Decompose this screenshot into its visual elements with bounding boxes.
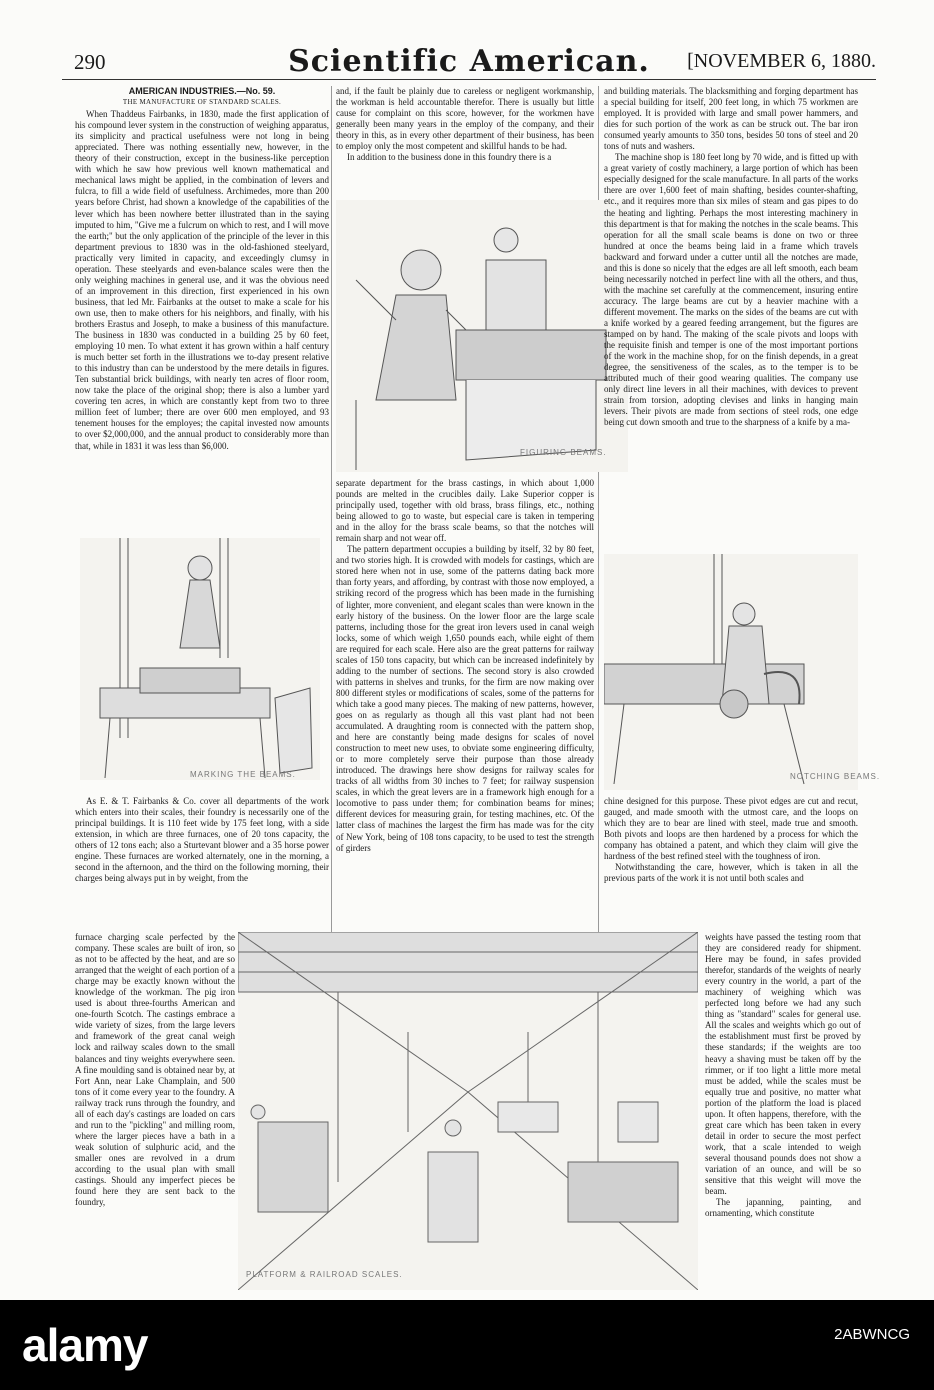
paragraph: When Thaddeus Fairbanks, in 1830, made the first application of his compound lever system in the construction of weighing apparatus, its simplicity and practical usefulness were not long in being appreciated. There was nothing essentially new, however, in the theory of their construction, except in the business-like perception with which he saw how previous well known mathematical and mechanical laws might be applied, in the combination of levers and fulcra, to fill a wide field of usefulness. Archimedes, more than 200 years before Christ, had shown a knowledge of the capabilities of the lever which has been nowhere better illustrated than in the saying imputed to him, "Give me a fulcrum on which to rest, and I will move the earth;" but the only application of the principle of the lever in this department previous to 1830 was in the old-fashioned steelyard, practically very limited in capacity, and exceedingly clumsy in operation. These steelyards and even-balance scales were then the only weighing machines in general use, and it was the obvious need of an improvement in this direction, first experienced in his own business, that led Mr. Fairbanks at the outset to make a scale for his own use, then to make others for his neighbors, and finally, with his brothers Erastus and Joseph, to make a business of this manufacture. The business in 1830 was conducted in a building 25 by 60 feet, employing 10 men. To what extent it has grown within a half century is much better set forth in the illustrations we to-day present relative to this industry than can be understood by the mere details in figures. Ten substantial brick buildings, with nearly ten acres of floor room, now take the place of the original shop; there is also a lumber yard covering ten acres, in which are constantly kept from two to three million feet of lumber; there are over 600 men employed, and 93 tenement houses for the employes; the capital invested now amounts to over $2,000,000, and the annual product to considerably more than that, while in 1831 it was less than $6,000.	[75, 109, 329, 451]
brand-logo: alamy	[22, 1319, 148, 1371]
column-2-top	[336, 86, 594, 198]
article-title: AMERICAN INDUSTRIES.—No. 59.	[128, 86, 276, 96]
column-1-bottom	[75, 932, 235, 1292]
notching-machine-illustration	[604, 554, 858, 790]
paragraph: and, if the fault be plainly due to careless or negligent workmanship, the workman is held accountable therefor. There is usually but little cause for complaint on this score, however, for the workmen have generally been many years in the employ of the company, and their theory in this, as in every other department of their business, has been to employ only the most competent and skillful hands to be had.	[336, 86, 594, 152]
paragraph: furnace charging scale perfected by the company. These scales are built of iron, so as not to be affected by the heat, and are so arranged that the weight of each portion of a charge may be exactly known without the knowledge of the workman. The pig iron used is about three-fourths American and one-fourth Scotch. The castings embrace a wide variety of sizes, from the large levers and framework of the great canal weigh lock and railway scales down to the small balances and tiny weights everywhere seen. A fine moulding sand is obtained near by, at Fort Ann, near Lake Champlain, and 500 tons of it come every year to the foundry. A railway track runs through the foundry, and all of each day's castings are loaded on cars and run to the "pickling" and milling room, where the larger pieces have a bath in a weak solution of sulphuric acid, and the smaller ones are revolved in a drum according to the usual plan with small castings. Should any imperfect pieces be found here they are sent back to the foundry,	[75, 932, 235, 1208]
marking-machine-illustration	[80, 538, 320, 780]
paragraph: separate department for the brass castings, in which about 1,000 pounds are melted in the crucibles daily. Lake Superior copper is principally used, together with old brass, brass filings, etc., nothing being allowed to go to waste, but especial care is taken in tempering and in the alloy for the brass scale beams, so that the notches will remain sharp and not wear off.	[336, 478, 594, 544]
paragraph: As E. & T. Fairbanks & Co. cover all departments of the work which enters into their scales, their foundry is necessarily one of the principal buildings. It is 110 feet wide by 175 feet long, with a side extension, in which are three furnaces, one of 20 tons capacity, the others of 12 tons each; also a Sturtevant blower and a 35 horse power engine. These furnaces are worked alternately, one in the morning, a second in the afternoon, and the third on the following morning, their charges being always put in by weight, from the	[75, 796, 329, 884]
engraving-figuring-beams	[336, 200, 628, 472]
article-subtitle: THE MANUFACTURE OF STANDARD SCALES.	[122, 98, 282, 107]
engraving-notching-beams	[604, 554, 858, 790]
engraving-platform-scales	[238, 932, 698, 1290]
masthead: Scientific American.	[288, 44, 650, 79]
header-rule	[62, 79, 876, 80]
engraving-marking-beams	[80, 538, 320, 780]
paragraph: weights have passed the testing room that they are considered ready for shipment. Here may be found, in safes provided therefor, standards of the weights of nearly every country in the world, a part of the machinery of weighing which was perfected long before we had any such thing as "standard" scales for general use. All the scales and weights which go out of the establishment must first be proved by these standards; if the weights are too heavy a shaving must be taken off by the rimmer, or if too light a little more metal must be added, while the scales must be equally true and positive, no matter what portion of the platform the load is placed upon. It often happens, therefore, with the great care which has been taken in every detail in order to secure the most perfect work, that a scale intended to weigh several thousand pounds does not show a variation of an ounce, and will be so sensitive that this weight will move the beam.	[705, 932, 861, 1197]
issue-date: [NOVEMBER 6, 1880.	[687, 50, 876, 72]
column-separator	[331, 86, 332, 932]
paragraph: The japanning, painting, and ornamenting, which constitute	[705, 1197, 861, 1219]
paragraph: In addition to the business done in this foundry there is a	[347, 152, 552, 163]
paragraph: The machine shop is 180 feet long by 70 wide, and is fitted up with a great variety of costly machinery, a large portion of which has been especially designed for the scale manufacture. In all parts of the works there are over 1,600 feet of main shafting, besides counter-shafting, etc., and it requires more than six miles of steam and gas pipes to do the heating and lighting. Perhaps the most interesting machinery in this department is that for making the notches in the scale beams. This operation for all the small scale beams is done on two or three hundred at once the beams being laid in a frame which travels backward and forward under a cutter until all the notches are made, and this is done so nicely that the edges are all left smooth, each beam being necessarily notched in perfect line with all the others, and thus, with the machine set carefully at the commencement, insuring entire accuracy. The large beams are cut by a heavier machine with a different movement. The marks on the sides of the beams are cut with a knife worked by a geared feeding arrangement, but the figures are stamped on by hand. The making of the scale pivots and loops with the requisite finish and temper is one of the most important portions of the work in the machine shop, for on the finish depends, in a great degree, the sensitiveness of the scales, as to the temper is to be attributed much of their good wearing qualities. The company use only direct line levers in all their machines, with devices to prevent strain from torsion, adopting clevises and links in hanging main levers. Their pivots are made from sections of steel rods, one edge being cut down smooth and true to the sharpness of a knife by a ma-	[604, 152, 858, 428]
paragraph: The pattern department occupies a building by itself, 32 by 80 feet, and two stories high. It is crowded with models for castings, which are stored here when not in use, some of the patterns dating back more than forty years, and affording, by contrast with those now employed, a striking record of the progress which has been made in the furnishing of lighter, more convenient, and elegant scales than were known in the early history of the business. On the lower floor are the large scale patterns, including those for the great iron levers used in canal weigh locks, some of which weigh 1,650 pounds each, while eight of them are required for each scale. Here also are the great patterns for railway scales of 150 tons capacity, but which can be increased indefinitely by adding to the number of sections. The second story is also crowded with patterns in shelves and trunks, for the firm are now making over 800 different styles or modifications of scales, some of the patterns for which take a good many pieces. The making of new patterns, however, goes on as regularly as though all this vast plant had not been accumulated. A draughting room is connected with the pattern shop, and here are constantly being made designs for scales of novel construction to meet new uses, to obviate some engineering difficulty, or to more completely serve their purpose than those already introduced. The drawings here show designs for railway scales for tracks of all widths from 30 inches to 7 feet; for railway suspension scales, in which the great levers are in a framework high enough for a locomotive to pass under them; for combination beams for mines; different devices for measuring grain, for testing machines, etc. Of the latter class of machines the largest the firm has made was for the city of New York, being of 108 tons capacity, to be used to test the strength of girders	[336, 544, 594, 853]
caption-notching-beams: NOTCHING BEAMS.	[790, 772, 881, 781]
caption-figuring-beams: FIGURING BEAMS.	[520, 448, 607, 457]
column-2-middle	[336, 478, 594, 932]
page-header	[62, 44, 876, 84]
paragraph: chine designed for this purpose. These pivot edges are cut and recut, gauged, and made smooth with the utmost care, and the loops on which they are to bear are lined with steel, made true and smooth. Both pivots and loops are then hardened by a process for which the company has obtained a patent, and which they claim will give the hardness of the best refined steel with the toughness of iron.	[604, 796, 858, 862]
factory-floor-illustration	[238, 932, 698, 1290]
column-1-top	[75, 86, 329, 536]
stock-watermark-bar	[0, 1300, 934, 1390]
column-3-bottom	[705, 932, 861, 1280]
image-id: 2ABWNCG	[834, 1326, 910, 1343]
page-number: 290	[74, 50, 106, 74]
paragraph: Notwithstanding the care, however, which is taken in all the previous parts of the work it is not until both scales and	[604, 862, 858, 884]
column-1-middle	[75, 796, 329, 930]
column-3-middle	[604, 796, 858, 930]
column-3-top	[604, 86, 858, 542]
paragraph: and building materials. The blacksmithing and forging department has a special building for itself, 200 feet long, in which 75 workmen are employed. It is provided with large and small power hammers, and dies for such portion of the work as can be struck out. The bar iron consumed yearly amounts to 350 tons, besides 50 tons of steel and 20 tons of nuts and washers.	[604, 86, 858, 152]
caption-platform-scales: PLATFORM & RAILROAD SCALES.	[246, 1270, 403, 1279]
figuring-workman-illustration	[336, 200, 628, 472]
caption-marking-beams: MARKING THE BEAMS.	[190, 770, 296, 779]
